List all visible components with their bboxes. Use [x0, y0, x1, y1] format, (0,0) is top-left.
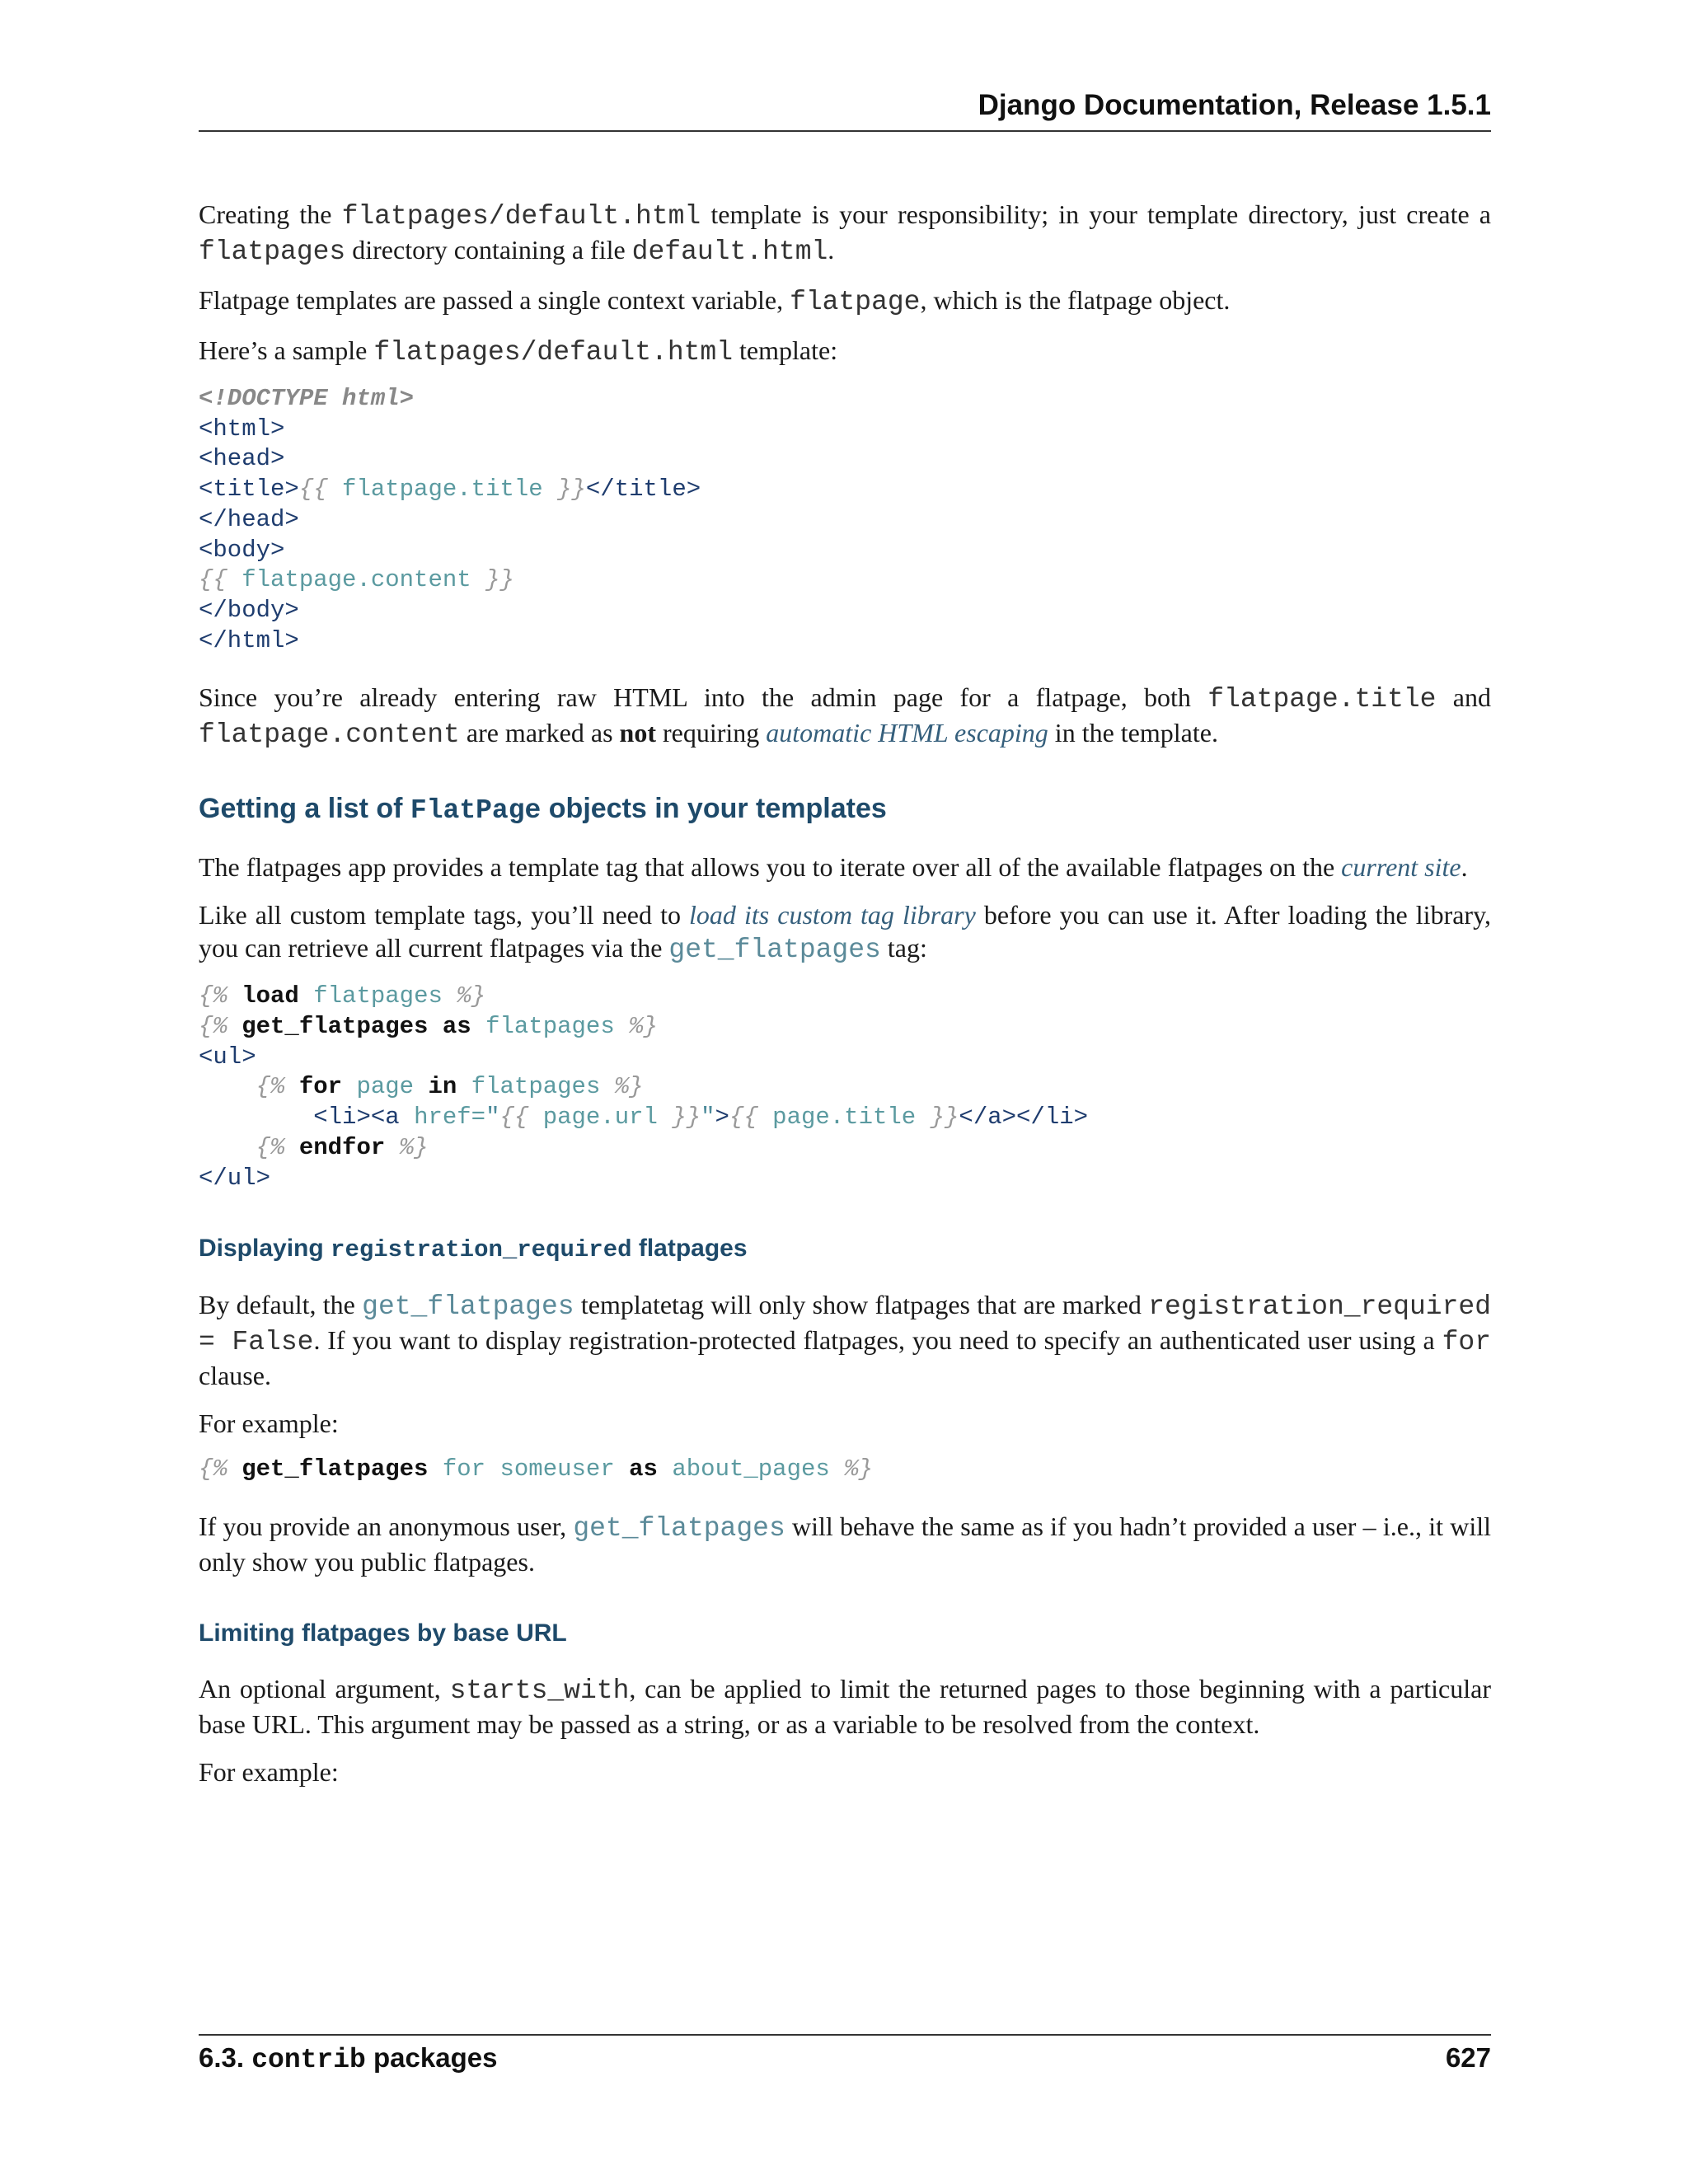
code-delimiter: %}	[844, 1455, 874, 1483]
subsection-heading-registration-required	[199, 1235, 1491, 1263]
code-delimiter: {%	[256, 1073, 285, 1101]
inline-code: flatpage	[790, 287, 921, 317]
inline-code: flatpage.title	[1207, 684, 1437, 715]
subsection-heading-limiting-by-base-url: Limiting flatpages by base URL	[199, 1619, 567, 1647]
text: requiring	[655, 718, 767, 748]
inline-code: contrib	[251, 2045, 366, 2075]
text: templatetag will only show flatpages that are marked	[574, 1290, 1149, 1320]
code-block-get-flatpages-for-user	[199, 1455, 1491, 1485]
code-delimiter: %}	[457, 982, 486, 1010]
code-delimiter: {{	[298, 476, 328, 504]
code-variable: someuser	[499, 1455, 615, 1483]
text: .	[828, 235, 835, 265]
code-attribute: href=	[414, 1104, 486, 1132]
code-variable: flatpages	[471, 1073, 601, 1101]
code-variable: flatpage.title	[327, 476, 558, 504]
inline-code: FlatPage	[410, 795, 542, 827]
text: flatpages	[631, 1235, 748, 1263]
inline-code: for	[1442, 1327, 1492, 1358]
page-number: 627	[1445, 2042, 1491, 2073]
paragraph-anonymous-user	[199, 1510, 1491, 1578]
text: directory containing a file	[345, 235, 632, 265]
text: . If you want to display registration-protected flatpages, you need to specify an authenticated user using a	[313, 1325, 1442, 1356]
inline-code: flatpages	[199, 237, 346, 267]
code-block-default-template	[199, 384, 1491, 656]
bold-text: not	[619, 718, 656, 748]
code-keyword: get_flatpages	[241, 1455, 429, 1483]
code-keyword: load	[241, 982, 299, 1010]
link-load-tag-library[interactable]: load its custom tag library	[689, 900, 976, 930]
code-variable: about_pages	[672, 1455, 830, 1483]
code-keyword: in	[428, 1073, 457, 1101]
code-delimiter: %}	[399, 1133, 429, 1161]
paragraph-template-responsibility	[199, 198, 1491, 269]
section-label: packages	[373, 2042, 498, 2073]
code-variable: flatpages	[485, 1013, 615, 1041]
code-tag: </ul>	[199, 1164, 271, 1192]
text: tag:	[880, 933, 927, 963]
code-keyword: as	[629, 1455, 658, 1483]
running-header: Django Documentation, Release 1.5.1	[978, 89, 1491, 121]
code-delimiter: %}	[614, 1073, 644, 1101]
text: objects in your templates	[541, 793, 887, 825]
code-tag: </a></li>	[959, 1104, 1089, 1132]
text: in the template.	[1048, 718, 1218, 748]
code-delimiter: %}	[629, 1013, 658, 1041]
code-variable: page.url	[528, 1104, 673, 1132]
code-variable: for	[442, 1455, 486, 1483]
inline-code: flatpage.content	[199, 719, 460, 751]
code-delimiter: }}	[930, 1104, 959, 1132]
code-delimiter: {{	[199, 566, 227, 594]
paragraph-by-default	[199, 1288, 1491, 1392]
paragraph-raw-html	[199, 681, 1491, 752]
code-delimiter: {%	[199, 1013, 227, 1041]
code-delimiter: {{	[499, 1104, 529, 1132]
text: template is your responsibility; in your template directory, just create a	[701, 199, 1491, 229]
paragraph-sample-intro	[199, 334, 1491, 369]
paragraph-starts-with	[199, 1672, 1491, 1741]
text: Here’s a sample	[199, 335, 374, 365]
text: The flatpages app provides a template tag that allows you to iterate over all of the available flatpages on the	[199, 852, 1342, 883]
text: Getting a list of	[199, 793, 410, 825]
paragraph-context-variable	[199, 284, 1491, 319]
text: Since you’re already entering raw HTML into the admin page for a flatpage, both	[199, 682, 1208, 713]
paragraph-for-example-2: For example:	[199, 1756, 339, 1787]
footer-section	[199, 2042, 497, 2075]
text: will behave the same as if you hadn’t provided a user – i.e., it will only show you public flatpages.	[199, 1511, 1492, 1577]
code-block-get-flatpages	[199, 982, 1491, 1193]
paragraph-for-example: For example:	[199, 1408, 339, 1439]
code-keyword: endfor	[298, 1133, 386, 1161]
code-delimiter: }}	[557, 476, 586, 504]
code-delimiter: }}	[485, 566, 514, 594]
section-heading-getting-list	[199, 793, 1491, 826]
code-tag: <body>	[199, 536, 285, 564]
inline-code-link[interactable]: get_flatpages	[573, 1512, 785, 1544]
text: Like all custom template tags, you’ll need to	[199, 900, 690, 930]
code-delimiter: {%	[199, 982, 227, 1010]
text: Flatpage templates are passed a single context variable,	[199, 285, 790, 315]
code-doctype: <!DOCTYPE html>	[199, 385, 415, 412]
code-tag: </body>	[199, 596, 299, 624]
text: template:	[733, 335, 838, 365]
inline-code: flatpages/default.html	[341, 201, 701, 232]
code-tag: </html>	[199, 626, 299, 654]
code-variable: flatpages	[313, 982, 443, 1010]
code-keyword: as	[442, 1013, 471, 1041]
code-tag: <li><a	[313, 1104, 415, 1132]
code-delimiter: {%	[256, 1133, 285, 1161]
header-divider	[199, 130, 1491, 132]
inline-code-link[interactable]: get_flatpages	[668, 935, 881, 966]
inline-code-link[interactable]: get_flatpages	[362, 1291, 574, 1323]
running-footer	[199, 2042, 1491, 2075]
code-tag: <html>	[199, 415, 285, 443]
code-keyword: for	[298, 1073, 343, 1101]
text: Creating the	[199, 199, 342, 229]
page-body	[199, 198, 1491, 1803]
section-number: 6.3.	[199, 2042, 245, 2073]
code-tag: <head>	[199, 445, 285, 473]
text: before you can use it. After loading the library, you can retrieve all current flatpages via the	[199, 900, 1491, 963]
code-delimiter: {%	[199, 1455, 227, 1483]
code-string: "	[701, 1104, 715, 1132]
code-keyword: get_flatpages	[241, 1013, 429, 1041]
inline-code: starts_with	[449, 1675, 630, 1706]
text: and	[1436, 682, 1492, 713]
link-automatic-html-escaping[interactable]: automatic HTML escaping	[766, 718, 1048, 748]
text: .	[1461, 852, 1468, 883]
inline-code: flatpages/default.html	[373, 337, 734, 368]
paragraph-template-tag	[199, 851, 1491, 883]
code-tag: <ul>	[199, 1043, 256, 1071]
inline-code: default.html	[631, 237, 828, 267]
footer-divider	[199, 2034, 1491, 2036]
text: , can be applied to limit the returned pages to those beginning with a particular base URL. This argument may be passed as a string, or as a variable to be resolved from the context.	[199, 1673, 1492, 1739]
text: By default, the	[199, 1290, 363, 1320]
text: , which is the flatpage object.	[920, 285, 1231, 315]
code-delimiter: }}	[672, 1104, 701, 1132]
inline-code: registration_required	[331, 1236, 632, 1264]
code-tag: </title>	[585, 476, 701, 504]
code-tag: <title>	[199, 476, 299, 504]
inline-code: registration_required = False	[199, 1291, 1492, 1358]
code-variable: flatpage.content	[227, 566, 486, 594]
paragraph-custom-tags	[199, 898, 1491, 967]
text: are marked as	[459, 718, 620, 748]
code-delimiter: {{	[729, 1104, 758, 1132]
link-current-site[interactable]: current site	[1341, 852, 1461, 883]
code-variable: page.title	[757, 1104, 931, 1132]
code-variable: page	[356, 1073, 415, 1101]
code-string: "	[485, 1104, 500, 1132]
text: Displaying	[199, 1235, 331, 1263]
code-tag: >	[715, 1104, 729, 1132]
text: If you provide an anonymous user,	[199, 1511, 574, 1541]
code-tag: </head>	[199, 505, 299, 533]
text: clause.	[199, 1361, 271, 1391]
text: An optional argument,	[199, 1673, 450, 1704]
